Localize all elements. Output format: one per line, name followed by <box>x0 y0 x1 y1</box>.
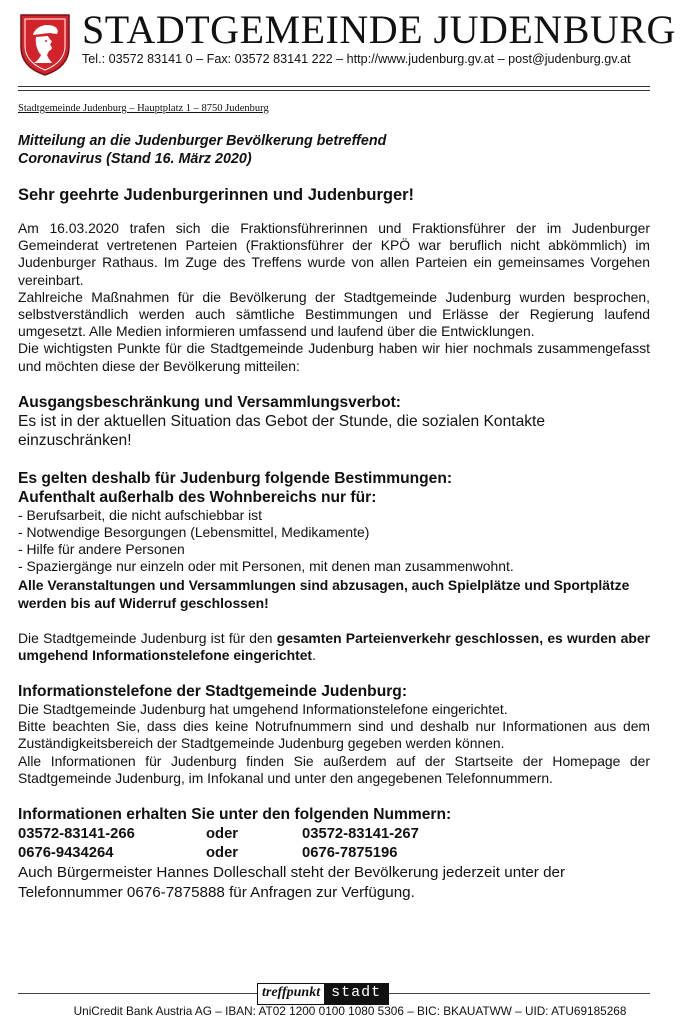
closure-bold-text: gesamten Parteienverkehr geschlossen, es wurden aber umgehend Informationstelefone eingerichtet <box>18 629 650 663</box>
header-divider-thin <box>18 90 650 91</box>
list-item: - Notwendige Besorgungen (Lebensmittel, Medikamente) <box>18 524 370 541</box>
section-heading-rules: Es gelten deshalb für Judenburg folgende Bestimmungen: <box>18 469 453 487</box>
section-subheading-rules: Aufenthalt außerhalb des Wohnbereichs nur für: <box>18 488 377 506</box>
treffpunkt-stadt-logo <box>257 983 389 1005</box>
phones-line-3: Alle Informationen für Judenburg finden Sie außerdem auf der Startseite der Homepage der Stadtgemeinde Judenburg, im Infokanal und unter den angegebenen Telefonnummern. <box>18 752 650 786</box>
closure-notice <box>18 630 650 664</box>
closing-paragraph: Auch Bürgermeister Hannes Dolleschall steht der Bevölkerung jederzeit unter der Telefonnummer 0676-7875888 für Anfragen zur Verfügung. <box>18 864 566 901</box>
coat-of-arms-icon <box>19 13 71 77</box>
events-notice: Alle Veranstaltungen und Versammlungen sind abzusagen, auch Spielplätze und Sportplätze werden bis auf Widerruf geschlossen! <box>18 576 630 611</box>
phone-number: 03572-83141-267 <box>302 826 419 843</box>
subject-line-1: Mitteilung an die Judenburger Bevölkerung betreffend <box>18 133 387 149</box>
phone-separator: oder <box>206 826 239 843</box>
sender-address: Stadtgemeinde Judenburg – Hauptplatz 1 – 8750 Judenburg <box>18 103 269 114</box>
section-text-restrictions: Es ist in der aktuellen Situation das Gebot der Stunde, die sozialen Kontakte einzuschränken! <box>18 412 546 450</box>
phone-row <box>18 844 650 863</box>
phones-line-1: Die Stadtgemeinde Judenburg hat umgehend Informationstelefone eingerichtet. <box>18 701 508 718</box>
municipality-title: STADTGEMEINDE JUDENBURG <box>82 7 676 52</box>
bank-details: UniCredit Bank Austria AG – IBAN: AT02 1200 0100 1080 5306 – BIC: BKAUATWW – UID: ATU69185268 <box>73 1004 627 1018</box>
logo-text-part-1: treffpunkt <box>258 984 324 1004</box>
letterhead <box>0 0 700 100</box>
intro-paragraph-3: Die wichtigsten Punkte für die Stadtgemeinde Judenburg haben wir hier nochmals zusammengefasst und möchten diese der Bevölkerung mitteilen: <box>18 340 650 374</box>
phone-row <box>18 825 650 844</box>
section-heading-numbers: Informationen erhalten Sie unter den folgenden Nummern: <box>18 806 452 824</box>
phone-number: 0676-7875196 <box>302 845 398 862</box>
logo-text-part-2: stadt <box>324 984 388 1004</box>
phone-number: 03572-83141-266 <box>18 826 135 843</box>
list-item: - Spaziergänge nur einzeln oder mit Personen, mit denen man zusammenwohnt. <box>18 558 514 575</box>
phone-separator: oder <box>206 845 239 862</box>
header-divider <box>18 86 650 87</box>
list-item: - Berufsarbeit, die nicht aufschiebbar ist <box>18 506 262 523</box>
subject-line-2: Coronavirus (Stand 16. März 2020) <box>18 151 252 167</box>
intro-paragraph-1: Am 16.03.2020 trafen sich die Fraktionsführerinnen und Fraktionsführer der im Judenburger Gemeinderat vertretenen Parteien (Fraktionsführer der KPÖ war beruflich nicht abkömmlich) im Judenburger Rathaus. Im Zuge des Treffens wurde von allen Parteien ein gemeinsames Vorgehen vereinbart. <box>18 220 650 288</box>
greeting: Sehr geehrte Judenburgerinnen und Judenburger! <box>18 186 415 204</box>
list-item: - Hilfe für andere Personen <box>18 541 185 558</box>
closure-text: Die Stadtgemeinde Judenburg ist für den <box>18 629 277 646</box>
letter-body <box>18 132 650 902</box>
phone-number: 0676-9434264 <box>18 845 114 862</box>
phone-numbers <box>18 825 650 863</box>
section-heading-phones: Informationstelefone der Stadtgemeinde Judenburg: <box>18 683 408 701</box>
contact-line: Tel.: 03572 83141 0 – Fax: 03572 83141 222 – http://www.judenburg.gv.at – post@judenburg.gv.at <box>82 52 631 66</box>
intro-paragraph-2: Zahlreiche Maßnahmen für die Bevölkerung der Stadtgemeinde Judenburg wurden besprochen, selbstverständlich werden auch sämtliche Bestimmungen und Erlässe der Regierung laufend umgesetzt. Alle Medien informieren umfassend und laufend über die Entwicklungen. <box>18 288 650 340</box>
phones-line-2: Bitte beachten Sie, dass dies keine Notrufnummern sind und deshalb nur Informationen aus dem Zuständigkeitsbereich der Stadtgemeinde Judenburg gegeben werden können. <box>18 718 650 752</box>
rules-list <box>18 507 650 576</box>
closure-end: . <box>312 646 316 663</box>
section-heading-restrictions: Ausgangsbeschränkung und Versammlungsverbot: <box>18 393 401 411</box>
